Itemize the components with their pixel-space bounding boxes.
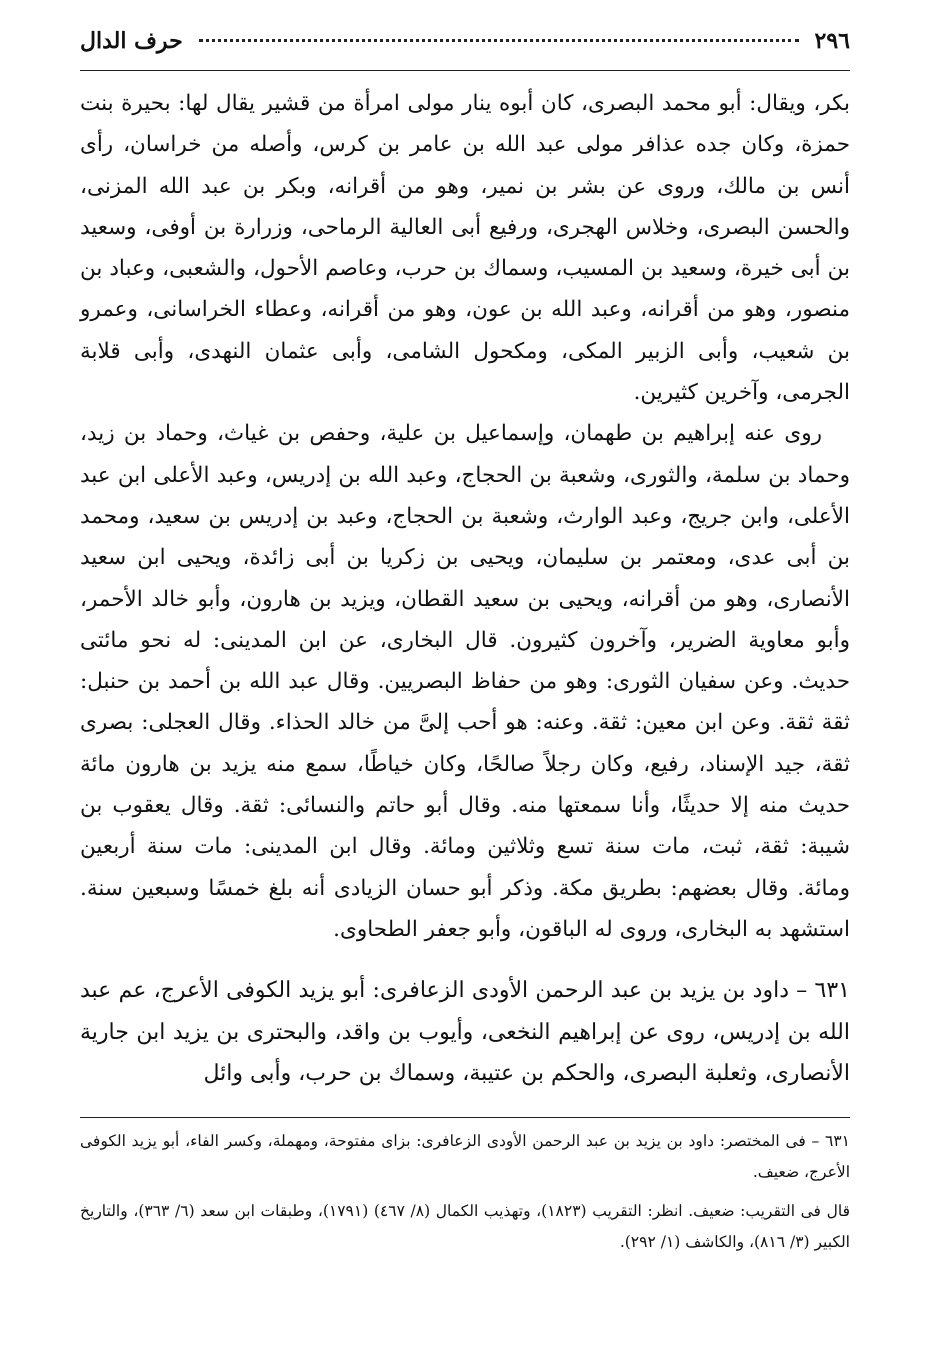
paragraph-narrators: روى عنه إبراهيم بن طهمان، وإسماعيل بن علية، وحفص بن غياث، وحماد بن زيد، وحماد بن سلمة، والثورى، وشعبة بن الحجاج، وعبد الله بن إدريس، وعبد الأعلى ابن عبد الأعلى، وابن جريج، وعبد الوارث، وشعبة بن الحجاج، وعبد بن إدريس بن سعيد، ومحمد بن أبى عدى، ومعتمر بن سليمان، ويحيى بن زكريا بن أبى زائدة، ويحيى ابن سعيد الأنصارى، وهو من أقرانه، ويحيى بن سعيد القطان، ويزيد بن هارون، وأبو خالد الأحمر، وأبو معاوية الضرير، وآخرون كثيرون. قال البخارى، عن ابن المدينى: له نحو مائتى حديث. وعن سفيان الثورى: وهو من حفاظ البصريين. وقال عبد الله بن أحمد بن حنبل: ثقة ثقة. وعن ابن معين: ثقة. وعنه: هو أحب إلىَّ من خالد الحذاء. وقال العجلى: بصرى ثقة، جيد الإسناد، رفيع، وكان رجلاً صالحًا، وكان خياطًا، سمع منه يزيد بن هارون مائة حديث منه إلا حديثًا، وأنا سمعتها منه. وقال أبو حاتم والنسائى: ثقة. وقال يعقوب بن شيبة: ثقة، ثبت، مات سنة تسع وثلاثين ومائة. وقال ابن المدينى: مات سنة أربعين ومائة. وقال بعضهم: بطريق مكة. وذكر أبو حسان الزيادى أنه بلغ خمسًا وسبعين سنة. استشهد به البخارى، وروى له الباقون، وأبو جعفر الطحاوى.	[80, 421, 850, 942]
footnote-rule	[80, 1117, 850, 1118]
entry-text: داود بن يزيد بن عبد الرحمن الأودى الزعافرى: أبو يزيد الكوفى الأعرج، عم عبد الله بن إدريس، روى عن إبراهيم النخعى، وأيوب بن واقد، والبحترى بن يزيد ابن جارية الأنصارى، وثعلبة البصرى، والحكم بن عتيبة، وسماك بن حرب، وأبى وائل	[80, 978, 850, 1087]
footnote-mukhtasar: ٦٣١ – فى المختصر: داود بن يزيد بن عبد الرحمن الأودى الزعافرى: بزاى مفتوحة، ومهملة، وكسر الفاء، أبو يزيد الكوفى الأعرج، ضعيف.	[80, 1131, 850, 1181]
book-page	[80, 28, 850, 1338]
entry-631	[80, 970, 850, 1095]
entry-number: ٦٣١	[814, 978, 850, 1004]
page-header	[80, 28, 850, 70]
chapter-title: حرف الدال	[80, 28, 183, 54]
header-rule	[80, 70, 850, 71]
paragraph-biography: بكر، ويقال: أبو محمد البصرى، كان أبوه ينار مولى امرأة من قشير يقال لها: بحيرة بنت حمزة، وكان جده عذافر مولى عبد الله بن عامر بن كرس، وأصله من خراسان، رأى أنس بن مالك، وروى عن بشر بن نمير، وهو من أقرانه، وبكر بن عبد الله المزنى، والحسن البصرى، وخلاس الهجرى، ورفيع أبى العالية الرماحى، وزرارة بن أوفى، وسعيد بن أبى خيرة، وسعيد بن المسيب، وسماك بن حرب، وعاصم الأحول، والشعبى، وعباد بن منصور، وهو من أقرانه، وعبد الله بن عون، وهو من أقرانه، وعطاء الخراسانى، وعمرو بن شعيب، وأبى الزبير المكى، ومكحول الشامى، وأبى عثمان النهدى، وأبى قلابة الجرمى، وآخرين كثيرين.	[80, 91, 850, 406]
main-text	[80, 83, 850, 1095]
footnote-references: قال فى التقريب: ضعيف. انظر: التقريب (١٨٢٣)، وتهذيب الكمال (٨/ ٤٦٧) (١٧٩١)، وطبقات ابن سعد (٦/ ٣٦٣)، والتاريخ الكبير (٣/ ٨١٦)، والكاشف (١/ ٢٩٢).	[80, 1201, 850, 1251]
footnotes	[80, 1126, 850, 1258]
header-leader-dots	[199, 39, 799, 42]
entry-separator: –	[789, 978, 815, 1004]
page-number: ٢٩٦	[814, 28, 850, 54]
